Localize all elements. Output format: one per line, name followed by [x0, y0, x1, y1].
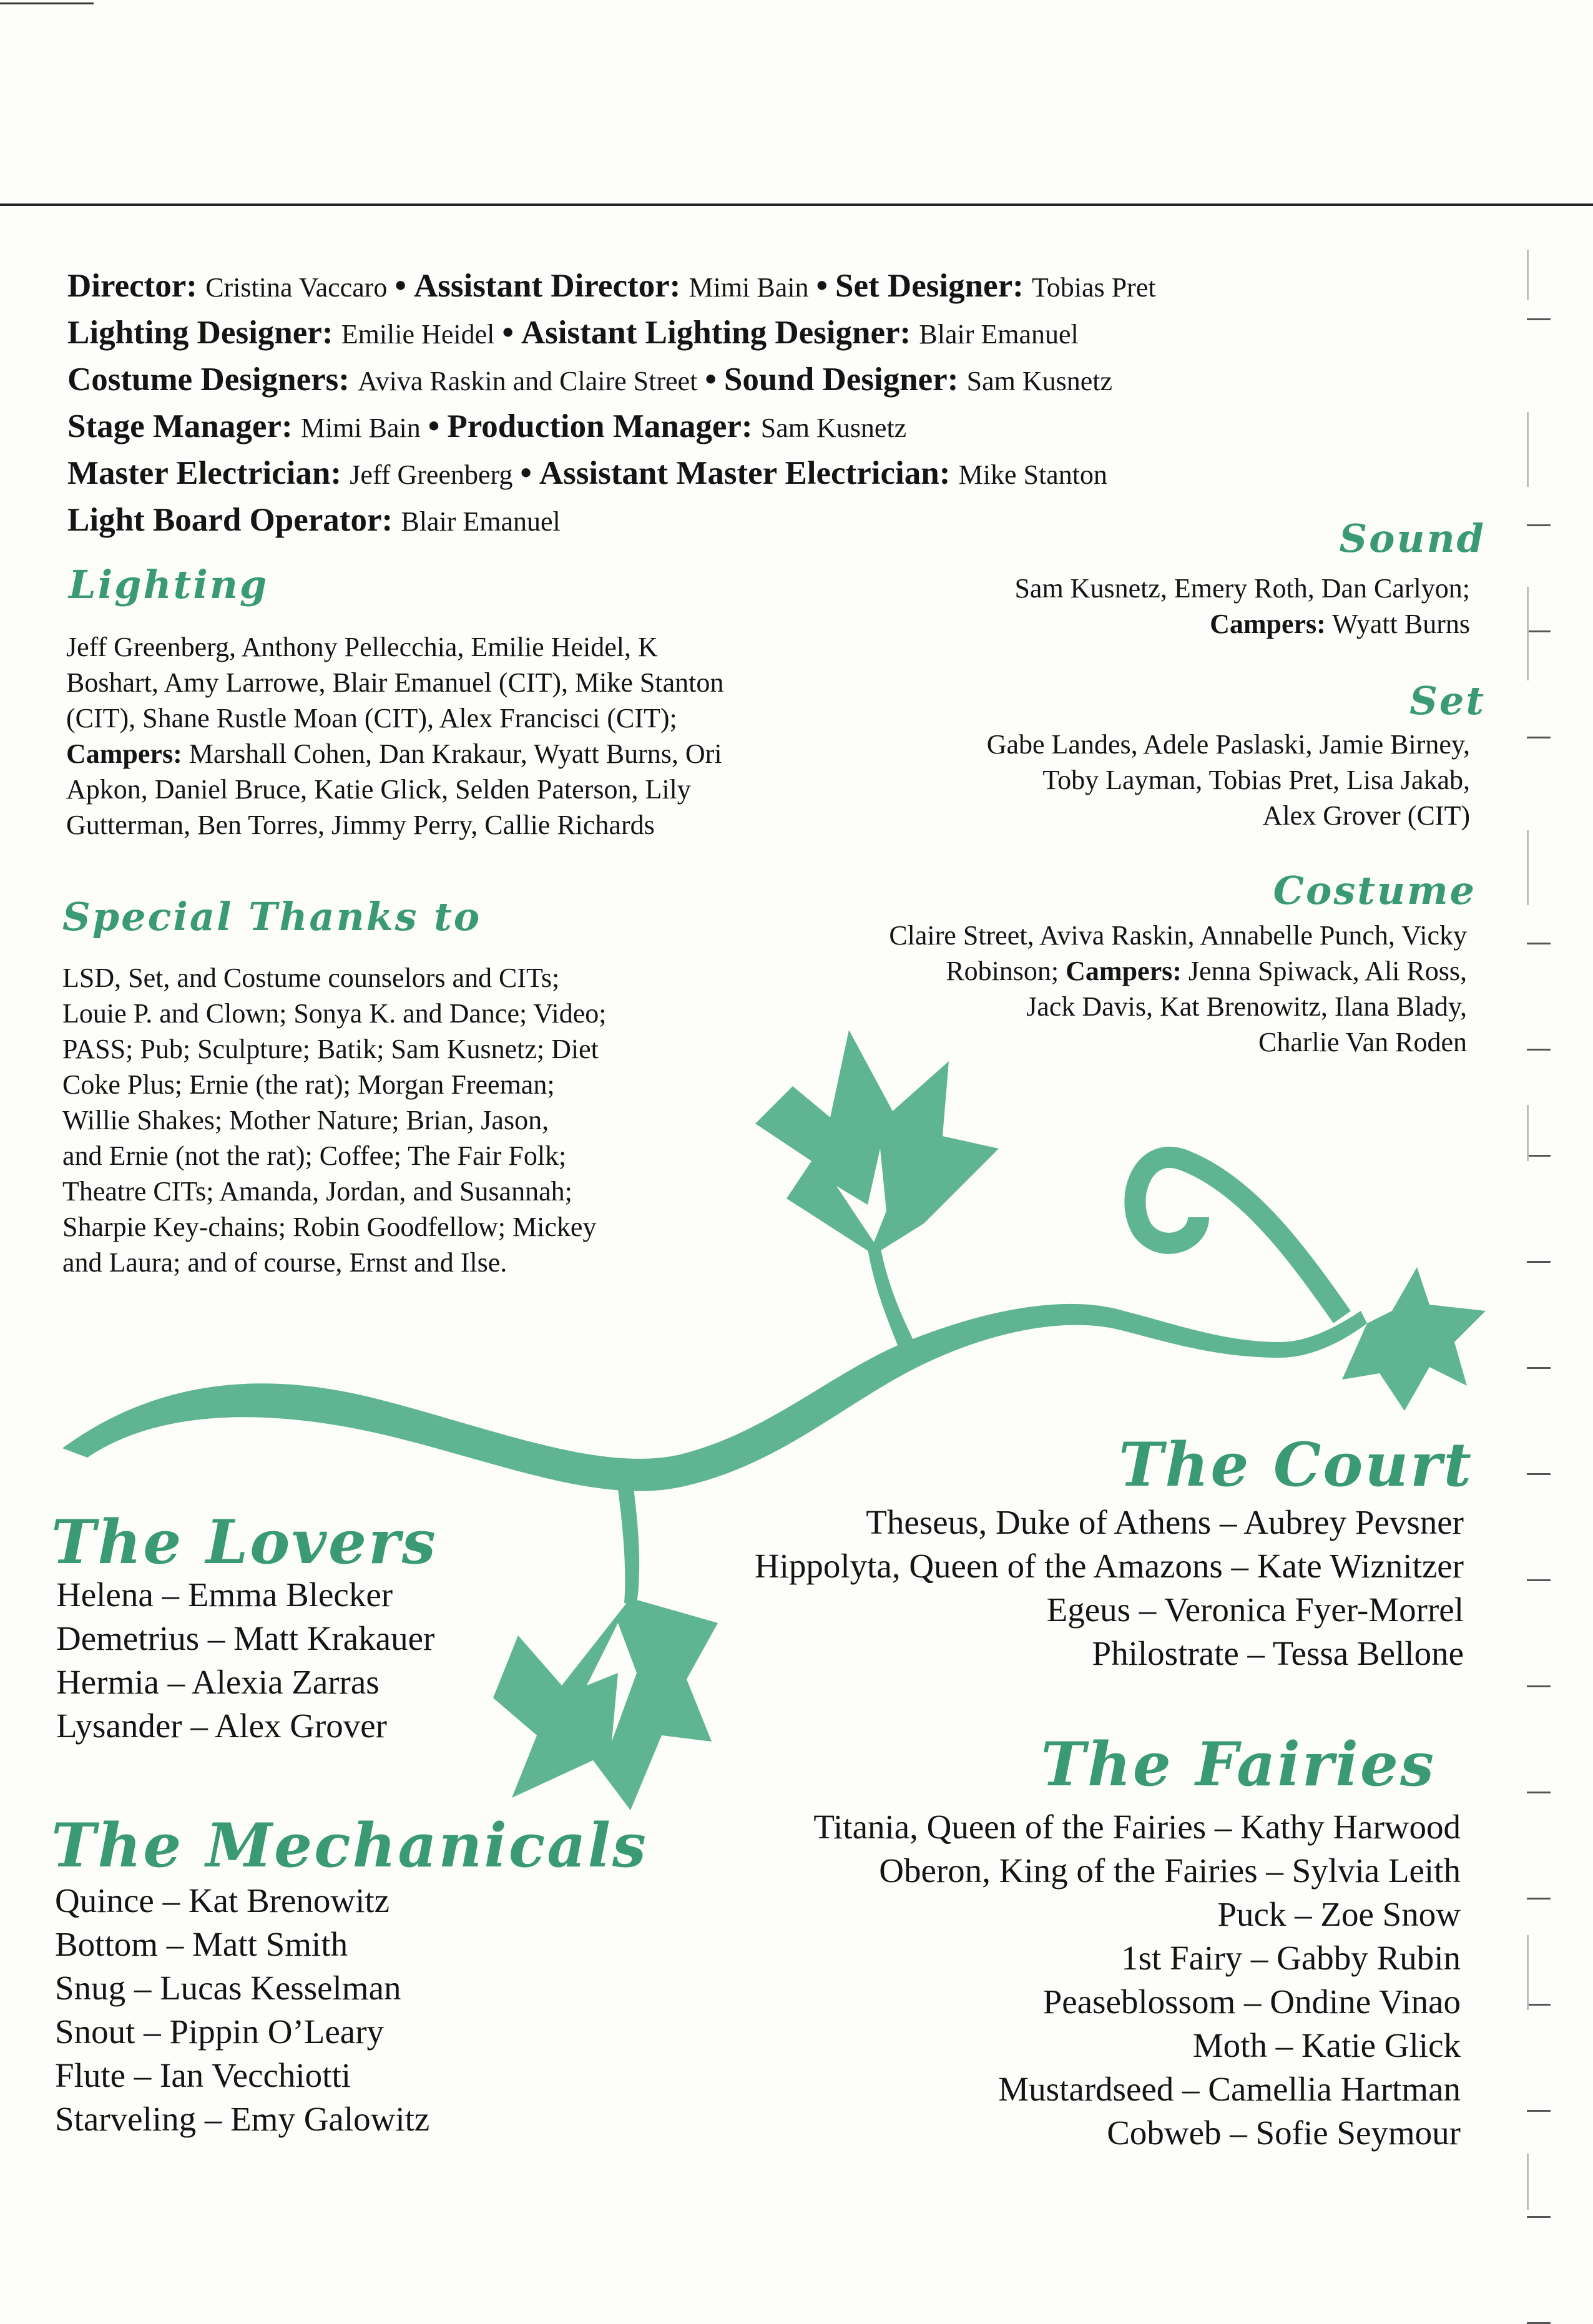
edge-tick [1527, 1473, 1551, 1475]
campers-label: Campers: [1210, 609, 1326, 639]
cast-entry: Flute – Ian Vecchiotti [55, 2056, 351, 2094]
cast-entry: Cobweb – Sofie Seymour [1107, 2114, 1461, 2152]
text-line: Gabe Landes, Adele Paslaski, Jamie Birney, [986, 729, 1470, 760]
edge-tick [1527, 1155, 1551, 1157]
mechanicals-heading: The Mechanicals [51, 1810, 648, 1881]
credit-role: Director: [67, 268, 197, 304]
sound-crew [811, 571, 1470, 642]
bullet-separator: • [428, 408, 440, 444]
text-line: LSD, Set, and Costume counselors and CITs; [62, 963, 560, 993]
cast-entry: Snug – Lucas Kesselman [55, 1969, 401, 2007]
bullet-separator: • [520, 455, 532, 491]
credit-name: Mimi Bain [689, 272, 809, 303]
special-thanks-list [62, 960, 749, 1280]
cast-entry: Snout – Pippin O’Leary [55, 2013, 385, 2051]
credit-name: Blair Emanuel [401, 506, 561, 537]
special-thanks-heading: Special Thanks to [62, 894, 482, 939]
cast-entry: Lysander – Alex Grover [56, 1707, 387, 1745]
cast-entry: Hermia – Alexia Zarras [56, 1663, 380, 1701]
credit-name: Sam Kusnetz [966, 366, 1113, 396]
text-line: (CIT), Shane Rustle Moan (CIT), Alex Francisci (CIT); [66, 703, 677, 733]
credit-role: Light Board Operator: [67, 502, 393, 538]
credits-line-3 [67, 357, 1156, 404]
text-segment: Robinson; [946, 956, 1066, 986]
text-line: Willie Shakes; Mother Nature; Brian, Jason, [62, 1105, 549, 1135]
edge-tick [1527, 2004, 1551, 2006]
campers-names: Jenna Spiwack, Ali Ross, [1181, 956, 1467, 986]
credit-role: Costume Designers: [67, 361, 350, 398]
text-line: Jack Davis, Kat Brenowitz, Ilana Blady, [1026, 991, 1467, 1022]
credit-name: Blair Emanuel [919, 319, 1079, 350]
cast-entry: 1st Fairy – Gabby Rubin [1121, 1939, 1461, 1977]
cast-entry: Titania, Queen of the Fairies – Kathy Harwood [813, 1808, 1461, 1846]
credit-name: Tobias Pret [1032, 272, 1156, 303]
court-cast-list [687, 1501, 1464, 1675]
credit-name: Jeff Greenberg [350, 459, 513, 490]
text-line: Claire Street, Aviva Raskin, Annabelle Punch, Vicky [889, 920, 1467, 951]
text-line: Sam Kusnetz, Emery Roth, Dan Carlyon; [1014, 573, 1470, 604]
text-line: Coke Plus; Ernie (the rat); Morgan Freeman; [62, 1069, 555, 1100]
edge-bar [1527, 412, 1529, 487]
cast-entry: Mustardseed – Camellia Hartman [998, 2070, 1461, 2108]
bullet-separator: • [816, 268, 828, 304]
edge-tick [1527, 1261, 1551, 1263]
edge-tick [1527, 1579, 1551, 1581]
cast-entry: Oberon, King of the Fairies – Sylvia Leith [879, 1851, 1461, 1890]
lovers-cast-list [56, 1573, 618, 1748]
text-line: Gutterman, Ben Torres, Jimmy Perry, Callie Richards [66, 810, 655, 840]
cast-entry: Helena – Emma Blecker [56, 1576, 393, 1614]
costume-crew [749, 918, 1467, 1060]
credit-name: Cristina Vaccaro [205, 272, 388, 303]
cast-entry: Theseus, Duke of Athens – Aubrey Pevsner [866, 1503, 1464, 1541]
bullet-separator: • [705, 361, 717, 398]
edge-tick [1527, 524, 1551, 526]
text-line: Boshart, Amy Larrowe, Blair Emanuel (CIT), Mike Stanton [66, 667, 724, 698]
edge-bar [1527, 587, 1529, 680]
cast-entry: Moth – Katie Glick [1192, 2026, 1461, 2064]
credit-role: Assistant Director: [413, 268, 681, 304]
cast-entry: Bottom – Matt Smith [55, 1925, 348, 1963]
credits-line-2 [67, 310, 1156, 357]
edge-bar [1527, 1935, 1529, 2010]
credits-line-1 [67, 263, 1156, 310]
set-crew [811, 727, 1470, 833]
credits-line-4 [67, 404, 1156, 451]
text-line [66, 736, 878, 772]
text-line [749, 953, 1467, 989]
edge-tick [1527, 943, 1551, 944]
credits-line-5 [67, 451, 1156, 498]
campers-label: Campers: [66, 738, 182, 769]
cast-entry: Hippolyta, Queen of the Amazons – Kate Wiznitzer [754, 1547, 1464, 1585]
credit-role: Stage Manager: [67, 408, 293, 444]
text-line: Toby Layman, Tobias Pret, Lisa Jakab, [1042, 765, 1470, 795]
credit-role: Set Designer: [835, 268, 1024, 304]
ivy-leaf-right [1342, 1267, 1486, 1411]
binding-edge-marks [1527, 250, 1552, 2147]
credits-line-6 [67, 498, 1156, 544]
text-line: Jeff Greenberg, Anthony Pellecchia, Emilie Heidel, K [66, 632, 658, 662]
text-line [811, 606, 1470, 642]
fairies-heading: The Fairies [1041, 1729, 1436, 1800]
text-line: Theatre CITs; Amanda, Jordan, and Susannah; [62, 1176, 572, 1207]
edge-bar [1527, 250, 1529, 300]
edge-tick [1527, 1685, 1551, 1687]
credit-role: Master Electrician: [67, 455, 342, 491]
credit-name: Mike Stanton [958, 459, 1107, 490]
edge-bar [1527, 2154, 1529, 2210]
credit-role: Sound Designer: [723, 361, 959, 398]
court-heading: The Court [1119, 1429, 1473, 1500]
edge-tick [1527, 1792, 1551, 1793]
edge-tick [1527, 1898, 1551, 1900]
text-line: PASS; Pub; Sculpture; Batik; Sam Kusnetz; Diet [62, 1034, 599, 1064]
cast-entry: Quince – Kat Brenowitz [55, 1881, 390, 1920]
staff-credits [67, 263, 1156, 544]
sound-heading: Sound [1339, 516, 1486, 561]
campers-names: Wyatt Burns [1325, 609, 1470, 639]
campers-names: Marshall Cohen, Dan Krakaur, Wyatt Burns, Ori [182, 738, 722, 769]
text-line: Sharpie Key-chains; Robin Goodfellow; Mickey [62, 1212, 597, 1242]
bullet-separator: • [395, 268, 406, 304]
vine-curl [1135, 1157, 1342, 1317]
text-line: Charlie Van Roden [1258, 1027, 1467, 1057]
edge-tick [1527, 318, 1551, 320]
set-heading: Set [1409, 678, 1486, 723]
fairies-cast-list [687, 1805, 1461, 2155]
edge-tick [1527, 2110, 1551, 2112]
credit-name: Sam Kusnetz [760, 413, 907, 443]
edge-bar [1527, 1105, 1529, 1161]
costume-heading: Costume [1273, 868, 1476, 913]
edge-bar [1527, 830, 1529, 905]
lighting-crew [66, 629, 878, 843]
edge-tick [1527, 1049, 1551, 1051]
cast-entry: Starveling – Emy Galowitz [55, 2100, 430, 2138]
text-line: and Laura; and of course, Ernst and Ilse. [62, 1247, 507, 1278]
lovers-heading: The Lovers [51, 1507, 438, 1577]
credit-name: Mimi Bain [300, 413, 421, 443]
text-line: Apkon, Daniel Bruce, Katie Glick, Selden Paterson, Lily [66, 774, 691, 805]
cast-entry: Demetrius – Matt Krakauer [56, 1619, 435, 1657]
mechanicals-cast-list [55, 1879, 617, 2141]
edge-tick [1527, 2216, 1551, 2218]
lighting-heading: Lighting [69, 562, 269, 607]
cast-entry: Egeus – Veronica Fyer-Morrel [1046, 1591, 1464, 1629]
cast-entry: Peaseblossom – Ondine Vinao [1042, 1983, 1461, 2021]
text-line: and Ernie (not the rat); Coffee; The Fair Folk; [62, 1140, 567, 1171]
edge-tick [1527, 1367, 1551, 1369]
vine-branch-upper [868, 1245, 914, 1348]
credit-role: Asistant Lighting Designer: [521, 315, 911, 351]
campers-label: Campers: [1066, 956, 1182, 986]
credit-name: Aviva Raskin and Claire Street [358, 366, 698, 396]
cast-entry: Puck – Zoe Snow [1217, 1895, 1461, 1933]
text-line: Alex Grover (CIT) [1262, 800, 1470, 831]
bullet-separator: • [502, 315, 514, 351]
cast-entry: Philostrate – Tessa Bellone [1092, 1634, 1464, 1672]
credit-role: Assistant Master Electrician: [539, 455, 951, 491]
text-line: Louie P. and Clown; Sonya K. and Dance; Video; [62, 998, 607, 1029]
edge-tick [1527, 737, 1551, 738]
credit-name: Emilie Heidel [341, 319, 495, 350]
credit-role: Production Manager: [447, 408, 753, 444]
credit-role: Lighting Designer: [67, 315, 333, 351]
edge-tick [1527, 630, 1551, 632]
